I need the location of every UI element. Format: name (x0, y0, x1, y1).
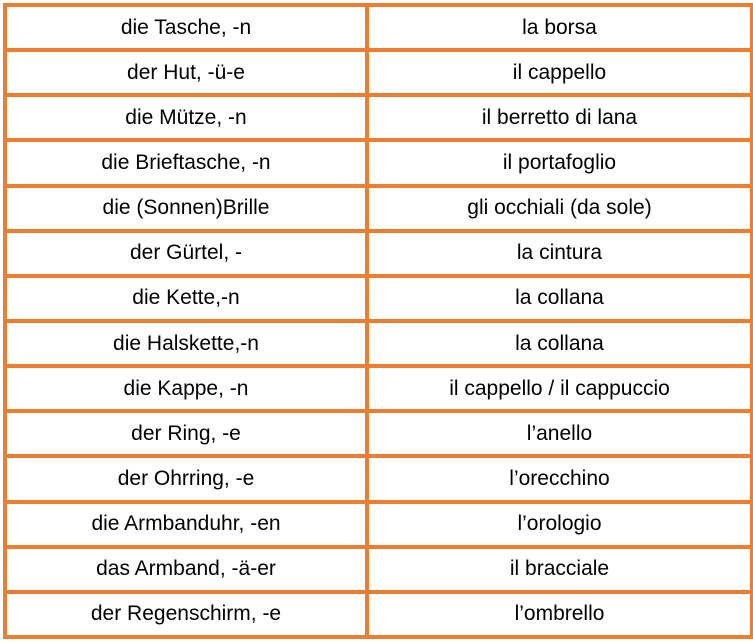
table-row (5, 411, 752, 456)
table-row (5, 276, 752, 321)
italian-translation-cell: l’orologio (367, 502, 752, 547)
table-row (5, 5, 752, 50)
italian-translation-cell: il portafoglio (367, 140, 752, 185)
table-row (5, 547, 752, 592)
german-term-cell: die Kette,-n (5, 276, 367, 321)
table-row (5, 231, 752, 276)
table-row (5, 456, 752, 501)
table-row (5, 502, 752, 547)
table-row (5, 140, 752, 185)
german-term-cell: der Gürtel, - (5, 231, 367, 276)
italian-translation-cell: l’orecchino (367, 456, 752, 501)
vocabulary-table-body (5, 5, 752, 637)
italian-translation-cell: gli occhiali (da sole) (367, 186, 752, 231)
vocabulary-table (3, 3, 753, 639)
german-term-cell: das Armband, -ä-er (5, 547, 367, 592)
german-term-cell: die Halskette,-n (5, 321, 367, 366)
german-term-cell: die Kappe, -n (5, 366, 367, 411)
table-row (5, 186, 752, 231)
italian-translation-cell: il cappello (367, 50, 752, 95)
table-row (5, 321, 752, 366)
italian-translation-cell: il bracciale (367, 547, 752, 592)
italian-translation-cell: il berretto di lana (367, 95, 752, 140)
italian-translation-cell: l’anello (367, 411, 752, 456)
table-row (5, 50, 752, 95)
italian-translation-cell: la collana (367, 321, 752, 366)
italian-translation-cell: l’ombrello (367, 592, 752, 637)
german-term-cell: der Ring, -e (5, 411, 367, 456)
table-row (5, 366, 752, 411)
italian-translation-cell: la borsa (367, 5, 752, 50)
italian-translation-cell: la cintura (367, 231, 752, 276)
german-term-cell: die Tasche, -n (5, 5, 367, 50)
german-term-cell: der Regenschirm, -e (5, 592, 367, 637)
german-term-cell: die Mütze, -n (5, 95, 367, 140)
table-row (5, 95, 752, 140)
table-row (5, 592, 752, 637)
german-term-cell: die (Sonnen)Brille (5, 186, 367, 231)
italian-translation-cell: il cappello / il cappuccio (367, 366, 752, 411)
german-term-cell: die Armbanduhr, -en (5, 502, 367, 547)
german-term-cell: der Ohrring, -e (5, 456, 367, 501)
italian-translation-cell: la collana (367, 276, 752, 321)
german-term-cell: der Hut, -ü-e (5, 50, 367, 95)
german-term-cell: die Brieftasche, -n (5, 140, 367, 185)
